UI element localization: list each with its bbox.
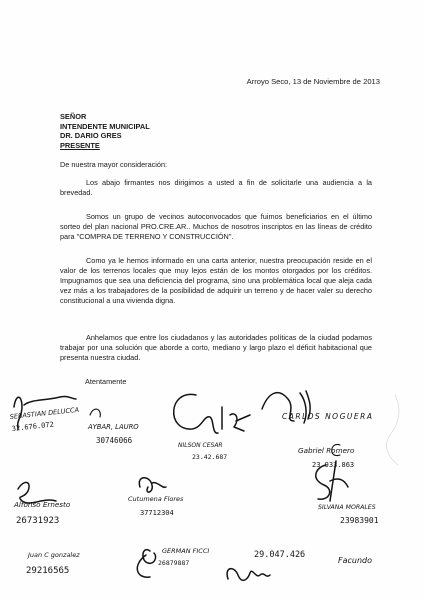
paragraph-2: Somos un grupo de vecinos autoconvocados que fuimos beneficiarios en el último sorteo del plan nacional PRO.CRE.AR.. Muchos de nosotros inscriptos en las líneas de crédito para "COMPRA DE TERRENO Y CONSTRUCCIÓN". — [60, 212, 372, 241]
signature-11 — [254, 550, 305, 560]
paragraph-3: Como ya le hemos informado en una carta anterior, nuestra preocupación reside en el valor de los terrenos locales que muy lejos están de los montos otorgados por los créditos. Impugnamos que sea una deficiencia del programa, sino una problemática local que aleja cada vez más a los trabajadores de la posibilidad de adquirir un terreno y de hacer valer su derecho constitucional a una vivienda digna. — [60, 256, 372, 305]
faint-mark — [386, 395, 399, 465]
signature-12 — [338, 556, 372, 565]
svg-text:SILVANA MORALES: SILVANA MORALES — [318, 504, 376, 511]
svg-text:29216565: 29216565 — [26, 566, 70, 576]
svg-text:23.933.863: 23.933.863 — [312, 461, 355, 469]
paragraph-4: Anhelamos que entre los ciudadanos y las autoridades políticas de la ciudad podamos trabajar por una solución que aborde a corto, mediano y largo plazo el déficit habitacional que presenta nuestra ciudad. — [60, 333, 372, 362]
signatures-svg — [0, 385, 425, 599]
recipient-block — [60, 112, 150, 150]
paragraph-1: Los abajo firmantes nos dirigimos a usted a fin de solicitarle una audiencia a la brevedad. — [60, 178, 372, 197]
svg-text:Cutumena Flores: Cutumena Flores — [128, 495, 184, 503]
signature-6 — [13, 482, 71, 526]
svg-text:30746066: 30746066 — [96, 436, 133, 445]
recipient-line-2: INTENDENTE MUNICIPAL — [60, 121, 150, 131]
svg-text:Juan C gonzalez: Juan C gonzalez — [28, 551, 80, 559]
recipient-line-4: PRESENTE — [60, 140, 100, 150]
svg-text:26879887: 26879887 — [158, 559, 190, 567]
svg-text:CARLOS NOGUERA: CARLOS NOGUERA — [282, 412, 374, 421]
svg-text:AYBAR, LAURO: AYBAR, LAURO — [88, 423, 139, 431]
svg-text:SEBASTIAN DELUCCA: SEBASTIAN DELUCCA — [9, 405, 80, 421]
signature-8 — [316, 461, 379, 525]
svg-text:23.42.687: 23.42.687 — [192, 453, 228, 461]
svg-text:26731923: 26731923 — [16, 516, 60, 526]
svg-text:23983901: 23983901 — [340, 516, 379, 525]
svg-text:37712304: 37712304 — [140, 509, 174, 517]
recipient-line-3: DR. DARIO GRES — [60, 131, 122, 141]
svg-text:NILSON CESAR: NILSON CESAR — [178, 442, 223, 449]
svg-text:Facundo: Facundo — [338, 556, 373, 565]
signature-2 — [87, 409, 139, 445]
greeting: De nuestra mayor consideración: — [60, 160, 168, 169]
svg-text:Gabriel Romero: Gabriel Romero — [298, 446, 355, 455]
svg-text:GERMAN FICCI: GERMAN FICCI — [162, 547, 210, 555]
signature-10 — [137, 547, 270, 580]
signature-7 — [128, 478, 184, 517]
svg-text:32.676.072: 32.676.072 — [11, 420, 55, 433]
svg-text:29.047.426: 29.047.426 — [254, 550, 306, 560]
recipient-line-1: SEÑOR — [60, 112, 87, 121]
signature-3 — [174, 394, 250, 461]
svg-text:Alfonso Ernesto: Alfonso Ernesto — [14, 500, 71, 509]
letter-date: Arroyo Seco, 13 de Noviembre de 2013 — [246, 77, 380, 86]
signature-4 — [262, 391, 373, 423]
signature-1 — [9, 396, 79, 433]
closing: Atentamente — [85, 377, 127, 386]
signatures-area — [0, 385, 425, 599]
signature-9 — [26, 551, 80, 576]
